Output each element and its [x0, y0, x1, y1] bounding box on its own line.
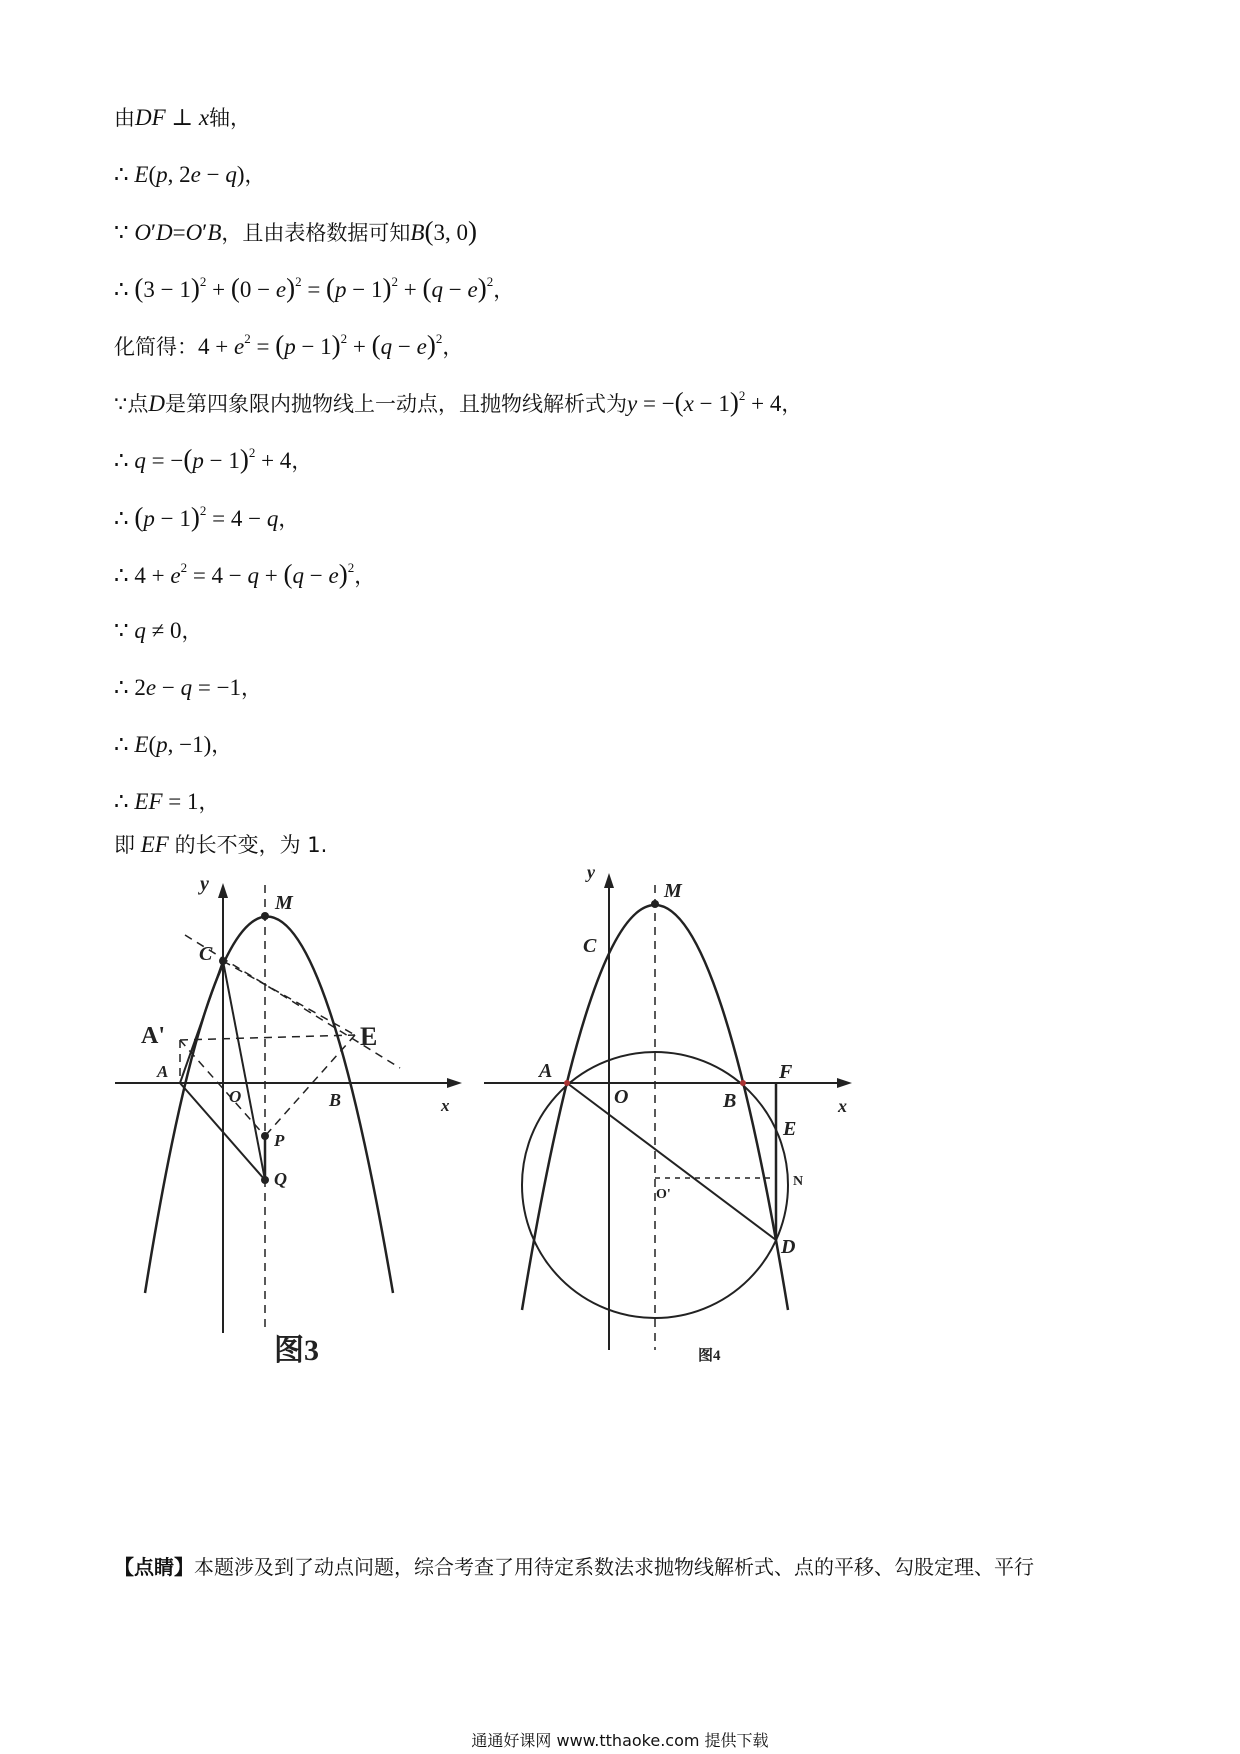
point-c — [219, 957, 227, 965]
dashed-ce — [223, 961, 355, 1035]
y-axis-arrow — [218, 883, 228, 898]
label-aprime: A' — [141, 1023, 165, 1049]
remark-tag: 【点睛】 — [114, 1555, 194, 1579]
point-b — [740, 1080, 746, 1086]
step-line-14: 即 EF 的长不变，为 1. — [114, 832, 328, 857]
label-m: M — [275, 892, 293, 914]
text: 的长不变，为 1. — [174, 833, 328, 857]
label-c: C — [199, 943, 213, 965]
label-o: O — [229, 1087, 242, 1106]
math-expr: ∴ $4 + e^2 = 4 - q + (q - e)^2$ — [114, 559, 355, 589]
parabola — [145, 917, 393, 1294]
point-m — [651, 900, 659, 908]
step-line-1 — [114, 103, 251, 134]
math-expr: DF ⊥ x — [135, 105, 210, 130]
remark-paragraph — [114, 1552, 1034, 1582]
math-expr: ∴ E(p, −1) — [114, 732, 212, 757]
x-axis-arrow — [837, 1078, 852, 1088]
label-n: N — [793, 1174, 804, 1189]
step-line-11: ∴ 2e − q = −1， — [114, 675, 263, 700]
label-d: D — [781, 1236, 796, 1258]
math-expr: B(3, 0) — [410, 216, 477, 246]
label-e: E — [783, 1118, 797, 1140]
remark-text: 本题涉及到了动点问题，综合考查了用待定系数法求抛物线解析式、点的平移、勾股定理、平行 — [194, 1555, 1034, 1579]
label-a: A — [157, 1062, 169, 1081]
text: 由 — [114, 106, 135, 130]
segment-ad — [567, 1083, 776, 1240]
point-a — [564, 1080, 570, 1086]
label-y: y — [587, 862, 595, 882]
point-q — [261, 1176, 269, 1184]
math-expr: ∴ EF = 1 — [114, 789, 199, 814]
label-y: y — [200, 873, 209, 895]
segment-aq — [180, 1083, 265, 1180]
step-line-8: ∴ $(p - 1)^2 = 4 - q$， — [114, 502, 300, 532]
text: 即 — [114, 833, 135, 857]
math-expr: ∵ O′D=O′B — [114, 220, 222, 245]
math-expr: $4 + e^2 = (p - 1)^2 + (q - e)^2$ — [198, 330, 443, 360]
label-oprime: O' — [656, 1187, 671, 1202]
dashed-line-ce — [185, 935, 400, 1068]
text: 化简得： — [114, 335, 198, 359]
label-x: x — [838, 1096, 847, 1116]
math-expr: $y = -(x - 1)^2 + 4$ — [627, 387, 782, 417]
x-axis-arrow — [447, 1078, 462, 1088]
label-p: P — [274, 1131, 285, 1150]
step-line-13: ∴ EF = 1， — [114, 789, 220, 814]
label-m: M — [664, 880, 682, 902]
step-line-5: 化简得：$4 + e^2 = (p - 1)^2 + (q - e)^2$， — [114, 330, 464, 360]
label-o: O — [614, 1086, 629, 1108]
math-expr: ∵ q ≠ 0 — [114, 618, 182, 643]
math-expr: ∴ E(p, 2e − q) — [114, 162, 245, 187]
math-expr: ∴ 2e − q = −1 — [114, 675, 242, 700]
parabola — [522, 905, 788, 1310]
circle — [522, 1052, 788, 1318]
step-line-7: ∴ $q = -(p - 1)^2 + 4$， — [114, 444, 313, 474]
text: ， — [244, 163, 266, 187]
label-e: E — [360, 1022, 378, 1051]
label-q: Q — [274, 1169, 287, 1189]
segment-cq — [223, 961, 265, 1180]
step-line-9: ∴ $4 + e^2 = 4 - q + (q - e)^2$， — [114, 559, 376, 589]
step-line-2 — [114, 160, 266, 191]
point-m — [261, 912, 269, 920]
segment-ac — [180, 961, 223, 1083]
figure4-caption: 图4 — [698, 1348, 721, 1364]
y-axis-arrow — [604, 873, 614, 888]
step-line-3 — [114, 216, 477, 249]
dashed-ap — [180, 1040, 265, 1136]
label-b: B — [723, 1090, 737, 1112]
label-a: A — [539, 1060, 553, 1082]
label-f: F — [779, 1061, 793, 1083]
math-expr: ∴ $(3 - 1)^2 + (0 - e)^2 = (p - 1)^2 + (q - e)^2$ — [114, 273, 494, 303]
math-expr: ∴ $(p - 1)^2 = 4 - q$ — [114, 502, 279, 532]
page-footer: 通通好课网 www.tthaoke.com 提供下载 — [471, 1731, 769, 1750]
label-c: C — [583, 935, 597, 957]
label-b: B — [329, 1090, 342, 1110]
step-line-4: ∴ $(3 - 1)^2 + (0 - e)^2 = (p - 1)^2 + (q - e)^2$， — [114, 273, 515, 303]
label-x: x — [441, 1096, 450, 1115]
step-line-10: ∵ q ≠ 0， — [114, 618, 203, 643]
dashed-ep — [265, 1035, 355, 1136]
step-line-6: ∵点D是第四象限内抛物线上一动点，且抛物线解析式为$y = -(x - 1)^2 + 4$， — [114, 387, 803, 417]
math-expr: ∴ $q = -(p - 1)^2 + 4$ — [114, 444, 292, 474]
point-p — [261, 1132, 269, 1140]
step-line-12: ∴ E(p, −1)， — [114, 732, 233, 757]
text: ，且由表格数据可知 — [221, 221, 411, 245]
figure3-caption: 图3 — [274, 1334, 319, 1367]
text: ∵点 — [114, 392, 149, 416]
text: 轴， — [209, 106, 252, 130]
text: 是第四象限内抛物线上一动点，且抛物线解析式为 — [165, 392, 627, 416]
dashed-line-ae — [180, 1035, 355, 1040]
